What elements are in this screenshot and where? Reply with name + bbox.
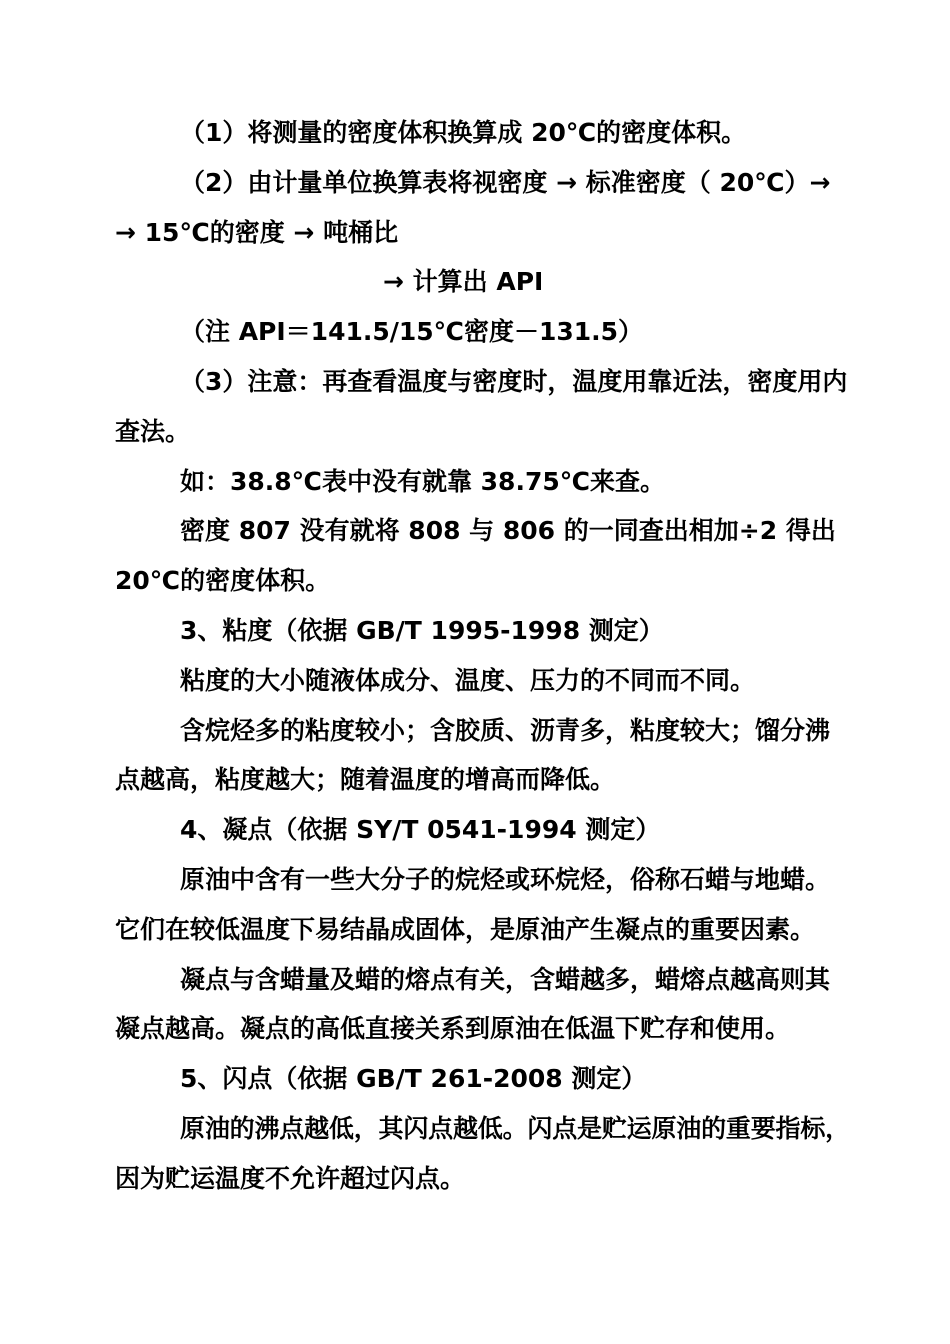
text-line: → 15℃的密度 → 吨桶比 [115,217,399,247]
text-line: 点越高，粘度越大；随着温度的增高而降低。 [115,765,616,795]
text-line: （3）注意：再查看温度与密度时，温度用靠近法，密度用内 [180,366,848,396]
text-line: 20℃的密度体积。 [115,566,331,596]
text-line: （2）由计量单位换算表将视密度 → 标准密度（ 20℃）→ [180,167,831,197]
text-line: （1）将测量的密度体积换算成 20℃的密度体积。 [180,118,747,147]
section-heading: 3、粘度（依据 GB/T 1995-1998 测定） [180,615,664,645]
text-line: 如：38.8℃表中没有就靠 38.75℃来查。 [180,466,666,496]
text-line: 原油的沸点越低，其闪点越低。闪点是贮运原油的重要指标， [180,1113,850,1143]
text-line: 查法。 [115,416,191,446]
text-line: 因为贮运温度不允许超过闪点。 [115,1163,466,1193]
text-line: （注 API＝141.5/15℃密度－131.5） [180,317,644,347]
section-heading: 4、凝点（依据 SY/T 0541-1994 测定） [180,815,661,845]
text-line: 原油中含有一些大分子的烷烃或环烷烃，俗称石蜡与地蜡。 [180,864,831,894]
document-body [115,108,850,1204]
text-line: 含烷烃多的粘度较小；含胶质、沥青多，粘度较大；馏分沸 [180,715,831,745]
text-line: 凝点与含蜡量及蜡的熔点有关，含蜡越多，蜡熔点越高则其 [180,964,831,994]
section-heading: 5、闪点（依据 GB/T 261-2008 测定） [180,1064,647,1094]
text-line: 粘度的大小随液体成分、温度、压力的不同而不同。 [180,665,756,695]
text-line: → 计算出 API [383,267,544,297]
text-line: 密度 807 没有就将 808 与 806 的一同查出相加÷2 得出 [180,516,836,546]
text-line: 凝点越高。凝点的高低直接关系到原油在低温下贮存和使用。 [115,1014,791,1044]
text-line: 它们在较低温度下易结晶成固体，是原油产生凝点的重要因素。 [115,914,816,944]
